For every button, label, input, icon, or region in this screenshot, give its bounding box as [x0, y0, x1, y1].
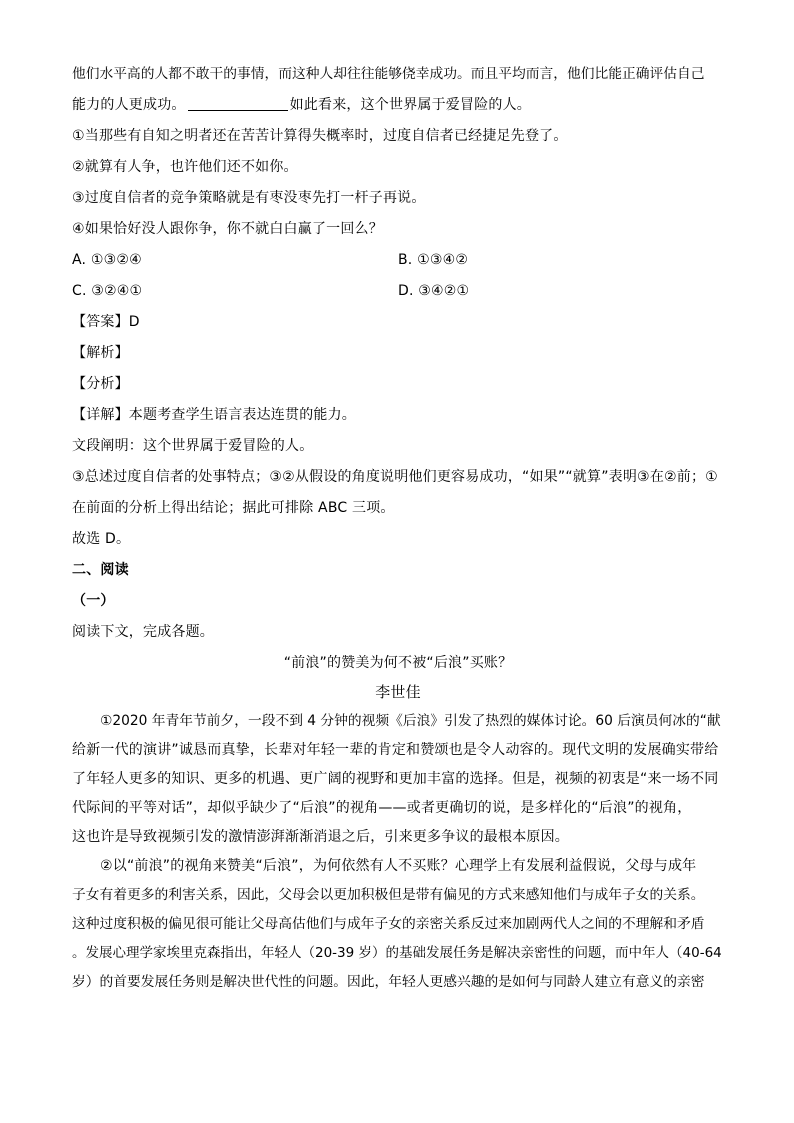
question-text-line: 他们水平高的人都不敢干的事情，而这种人却往往能够侥幸成功。而且平均而言，他们比能正确评估自己	[72, 66, 705, 82]
paragraph-line: 给新一代的演讲”诚恳而真挚，长辈对年轻一辈的肯定和赞颂也是令人动容的。现代文明的发展确实带给	[72, 742, 719, 758]
option-d: D. ③④②①	[398, 283, 470, 299]
sentence-3: ③过度自信者的竞争策略就是有枣没枣先打一杆子再说。	[72, 190, 426, 206]
question-text: 能力的人更成功。	[72, 97, 186, 113]
paragraph-line: 这也许是导致视频引发的激情澎湃渐渐消退之后，引来更多争议的最根本原因。	[72, 829, 569, 845]
paragraph-line: 了年轻人更多的知识、更多的机遇、更广阔的视野和更加丰富的选择。但是，视频的初衷是“来一场不同	[72, 771, 719, 787]
option-b: B. ①③④②	[398, 252, 469, 268]
question-text: 如此看来，这个世界属于爱冒险的人。	[289, 97, 532, 113]
paragraph-line: ②以“前浪”的视角来赞美“后浪”，为何依然有人不买账？心理学上有发展利益假说，父母与成年	[100, 858, 697, 874]
paragraph-line: 这种过度积极的偏见很可能让父母高估他们与成年子女的亲密关系反过来加剧两代人之间的不理解和矛盾	[72, 916, 705, 932]
instruction-text: 阅读下文，完成各题。	[72, 624, 214, 640]
section-heading: 二、阅读	[72, 562, 129, 578]
document-page	[72, 64, 724, 992]
option-a: A. ①③②④	[72, 252, 142, 268]
explanation-line: 在前面的分析上得出结论；据此可排除 ABC 三项。	[72, 500, 395, 516]
paragraph-line: 。发展心理学家埃里克森指出，年轻人（20-39 岁）的基础发展任务是解决亲密性的问题，而中年人（40-64	[72, 945, 722, 961]
article-title: “前浪”的赞美为何不被“后浪”买账？	[283, 655, 513, 671]
fenxi-label: 【分析】	[72, 376, 129, 392]
question-text-line	[72, 95, 724, 115]
detail-text: 【详解】本题考查学生语言表达连贯的能力。	[72, 407, 356, 423]
options-row	[72, 250, 724, 270]
paragraph-line: 子女有着更多的利害关系，因此，父母会以更加积极但是带有偏见的方式来感知他们与成年子女的关系。	[72, 887, 705, 903]
subsection-heading: （一）	[72, 593, 115, 609]
explanation-line: ③总述过度自信者的处事特点；③②从假设的角度说明他们更容易成功，“如果”“就算”表明③在②前；①	[72, 469, 718, 485]
options-row	[72, 281, 724, 301]
paragraph-line: ①2020 年青年节前夕，一段不到 4 分钟的视频《后浪》引发了热烈的媒体讨论。60 后演员何冰的“献	[100, 713, 721, 729]
detail-text: 文段阐明：这个世界属于爱冒险的人。	[72, 438, 314, 454]
article-author: 李世佳	[375, 683, 421, 701]
analysis-label: 【解析】	[72, 345, 129, 361]
answer-label: 【答案】D	[72, 314, 140, 330]
sentence-4: ④如果恰好没人跟你争，你不就白白赢了一回么？	[72, 221, 383, 237]
paragraph-line: 代际间的平等对话”，却似乎缺少了“后浪”的视角——或者更确切的说，是多样化的“后浪”的视角，	[72, 800, 692, 816]
option-c: C. ③②④①	[72, 283, 143, 299]
paragraph-line: 岁）的首要发展任务则是解决世代性的问题。因此，年轻人更感兴趣的是如何与同龄人建立有意义的亲密	[72, 974, 705, 990]
answer-blank	[188, 96, 288, 111]
conclusion-text: 故选 D。	[72, 531, 131, 547]
sentence-1: ①当那些有自知之明者还在苦苦计算得失概率时，过度自信者已经捷足先登了。	[72, 128, 568, 144]
sentence-2: ②就算有人争，也许他们还不如你。	[72, 159, 298, 175]
